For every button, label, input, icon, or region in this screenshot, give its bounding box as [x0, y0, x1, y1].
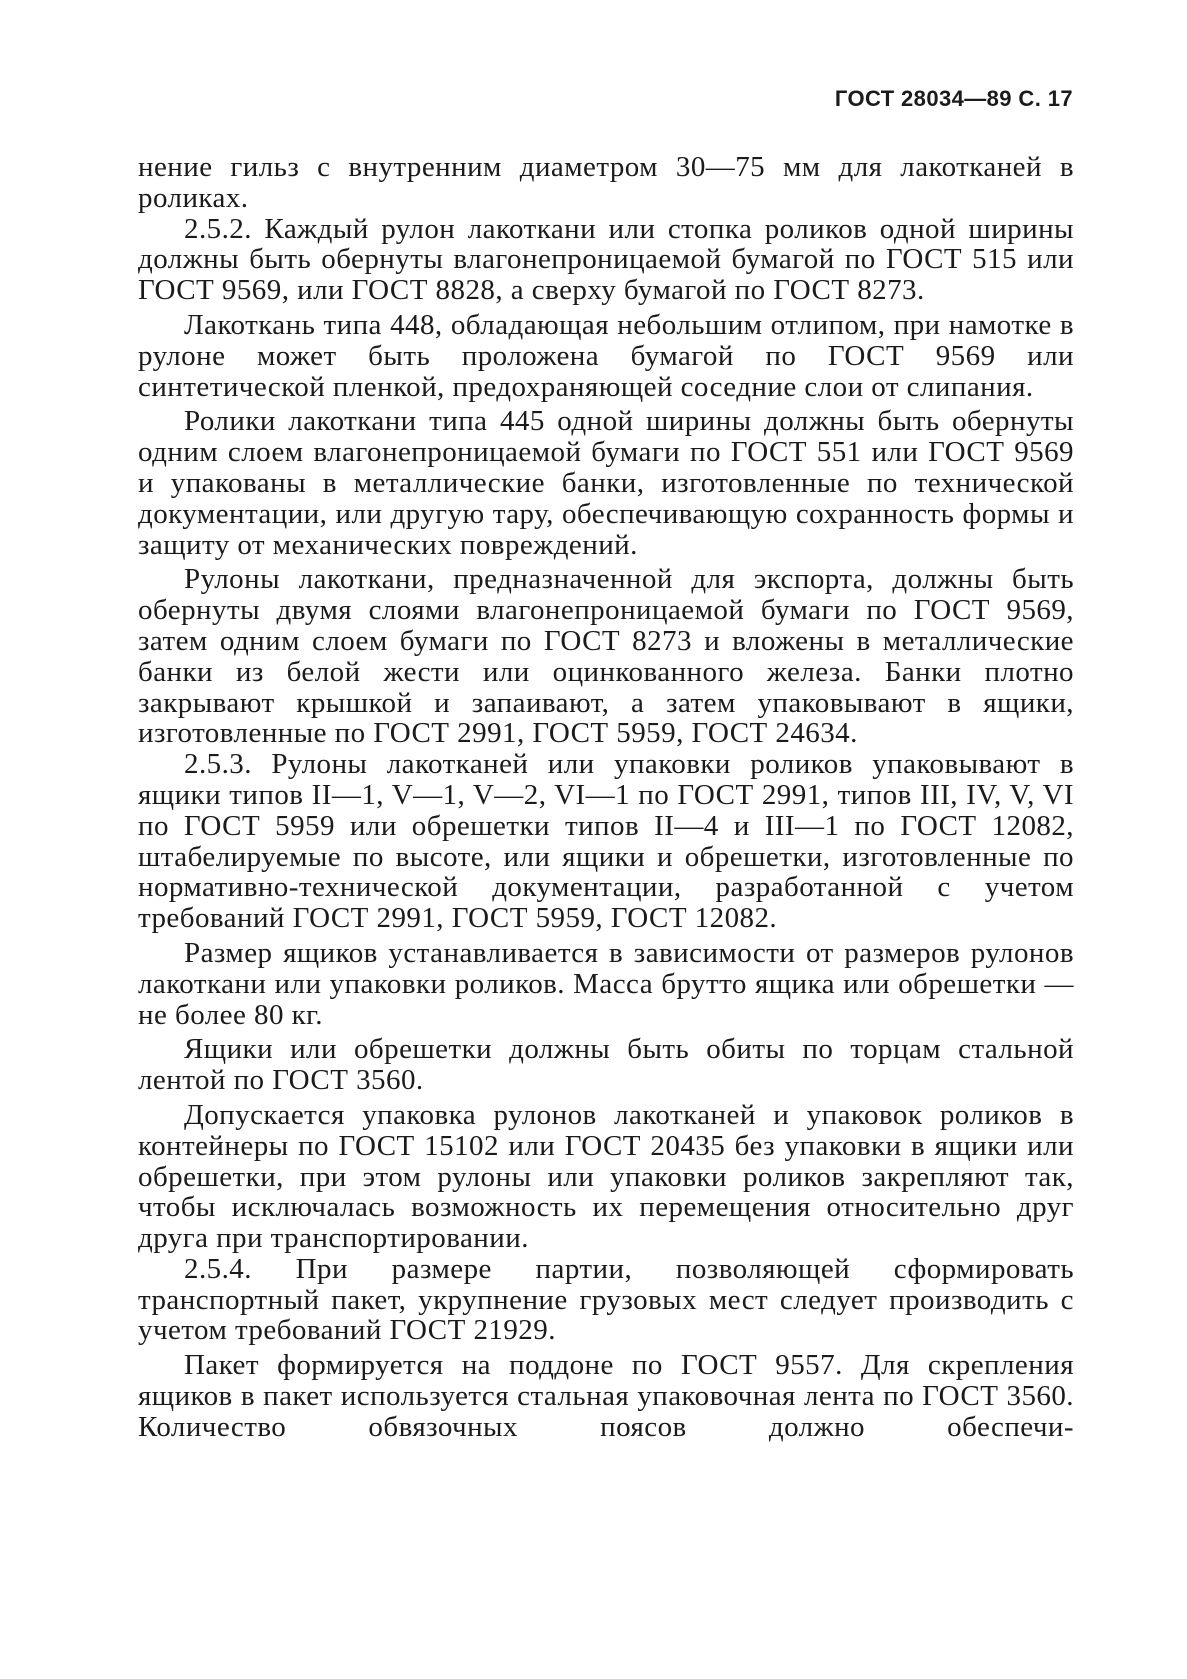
paragraph-rolls-445: Ролики лакоткани типа 445 одной ширины должны быть обернуты одним слоем влагонепроницаемой бумаги по ГОСТ 551 или ГОСТ 9569 и упакованы в металлические банки, изготовленные по технической документации, или другую тару, обеспечивающую сохранность формы и защиту от механических повреждений. [138, 405, 1074, 561]
paragraph-pallet: Пакет формируется на поддоне по ГОСТ 9557. Для скрепления ящиков в пакет используется стальная упаковочная лента по ГОСТ 3560. Количество обвязочных поясов должно обеспечи- [138, 1349, 1074, 1443]
body-text [138, 152, 1074, 1443]
paragraph-steel-tape: Ящики или обрешетки должны быть обиты по торцам стальной лентой по ГОСТ 3560. [138, 1033, 1074, 1097]
paragraph-export-rolls: Рулоны лакоткани, предназначенной для экспорта, должны быть обернуты двумя слоями влагонепроницаемой бумаги по ГОСТ 9569, затем одним слоем бумаги по ГОСТ 8273 и вложены в металлические банки из белой жести или оцинкованного железа. Банки плотно закрывают крышкой и запаивают, а затем упаковывают в ящики, изготовленные по ГОСТ 2991, ГОСТ 5959, ГОСТ 24634. [138, 563, 1074, 750]
paragraph-2-5-4: 2.5.4. При размере партии, позволяющей сформировать транспортный пакет, укрупнение грузовых мест следует производить с учетом требований ГОСТ 21929. [138, 1252, 1074, 1347]
running-header: ГОСТ 28034—89 С. 17 [834, 86, 1073, 111]
paragraph-lacquer-cloth-448: Лакоткань типа 448, обладающая небольшим отлипом, при намотке в рулоне может быть проложена бумагой по ГОСТ 9569 или синтетической пленкой, предохраняющей соседние слои от слипания. [138, 308, 1074, 403]
paragraph-containers: Допускается упаковка рулонов лакотканей и упаковок роликов в контейнеры по ГОСТ 15102 или ГОСТ 20435 без упаковки в ящики или обрешетки, при этом рулоны или упаковки роликов закрепляют так, чтобы исключалась возможность их перемещения относительно друг друга при транспортировании. [138, 1098, 1074, 1255]
paragraph-2-5-2: 2.5.2. Каждый рулон лакоткани или стопка роликов одной ширины должны быть обернуты влагонепроницаемой бумагой по ГОСТ 515 или ГОСТ 9569, или ГОСТ 8828, а сверху бумагой по ГОСТ 8273. [138, 212, 1074, 307]
paragraph-2-5-3: 2.5.3. Рулоны лакотканей или упаковки роликов упаковывают в ящики типов II—1, V—1, V—2, VI—1 по ГОСТ 2991, типов III, IV, V, VI по ГОСТ 5959 или обрешетки типов II—4 и III—1 по ГОСТ 12082, штабелируемые по высоте, или ящики и обрешетки, изготовленные по нормативно-технической документации, разработанной с учетом требований ГОСТ 2991, ГОСТ 5959, ГОСТ 12082. [138, 748, 1074, 935]
paragraph-continuation: нение гильз с внутренним диаметром 30—75 мм для лакотканей в роликах. [138, 151, 1074, 214]
paragraph-box-size: Размер ящиков устанавливается в зависимости от размеров рулонов лакоткани или упаковки роликов. Масса брутто ящика или обрешетки — не более 80 кг. [138, 936, 1074, 1031]
